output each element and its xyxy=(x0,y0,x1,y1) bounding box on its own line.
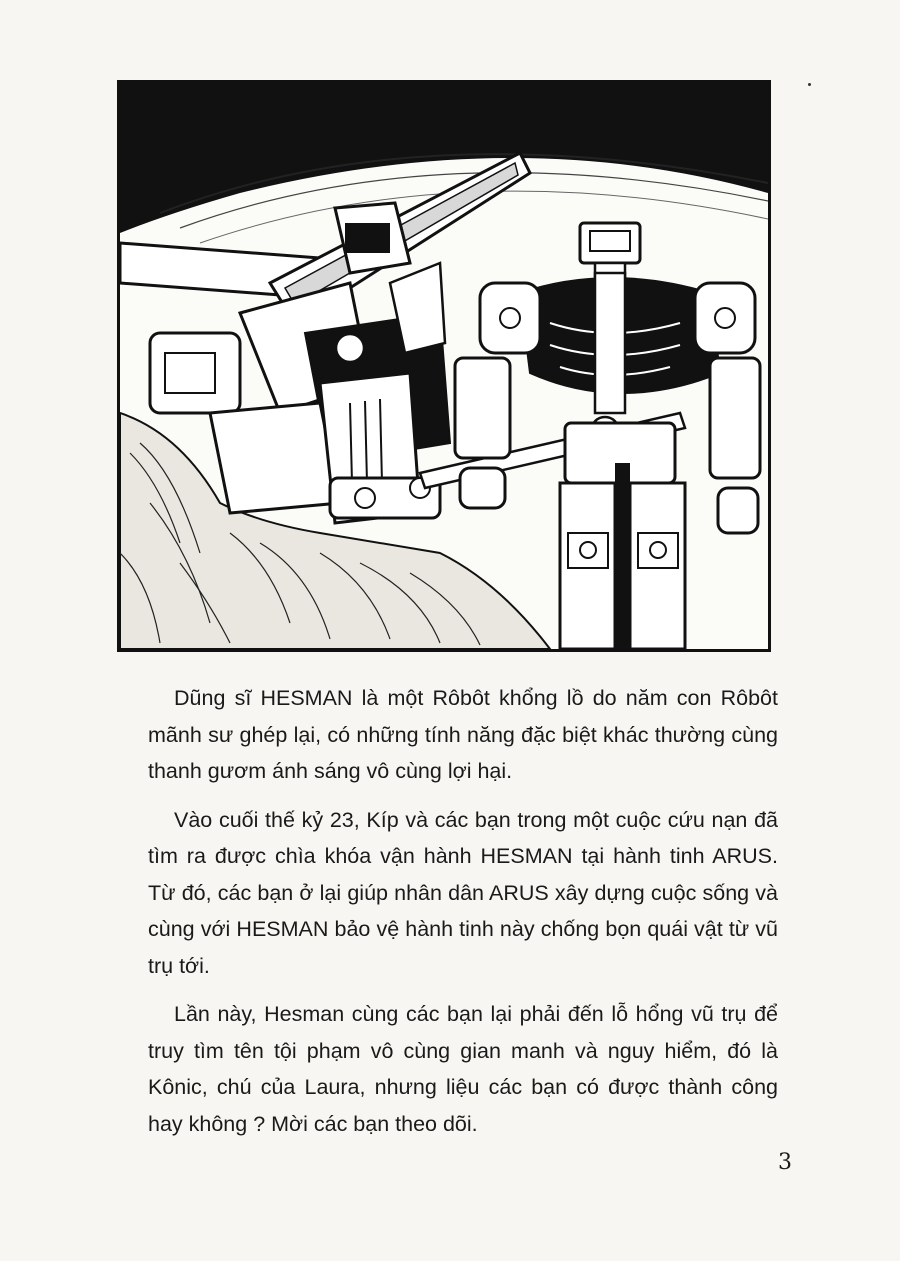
page-number: 3 xyxy=(778,1150,792,1175)
robots-illustration xyxy=(120,83,768,649)
comic-illustration xyxy=(117,80,771,652)
paragraph-2: Vào cuối thế kỷ 23, Kíp và các bạn trong một cuộc cứu nạn đã tìm ra được chìa khóa vận hành HESMAN tại hành tinh ARUS. Từ đó, các bạn ở lại giúp nhân dân ARUS xây dựng cuộc sống và cùng với HESMAN bảo vệ hành tinh này chống bọn quái vật từ vũ trụ tới. xyxy=(148,807,778,978)
paragraph-3: Lần này, Hesman cùng các bạn lại phải đến lỗ hổng vũ trụ để truy tìm tên tội phạm vô cùng gian manh và nguy hiểm, đó là Kônic, chú của Laura, nhưng liệu các bạn có được thành công hay không ? Mời các bạn theo dõi. xyxy=(148,1002,778,1136)
speck xyxy=(808,83,811,86)
story-text xyxy=(148,680,778,1154)
paragraph-1: Dũng sĩ HESMAN là một Rôbôt khổng lồ do năm con Rôbôt mãnh sư ghép lại, có những tính năng đặc biệt khác thường cùng thanh gươm ánh sáng vô cùng lợi hại. xyxy=(148,686,778,783)
